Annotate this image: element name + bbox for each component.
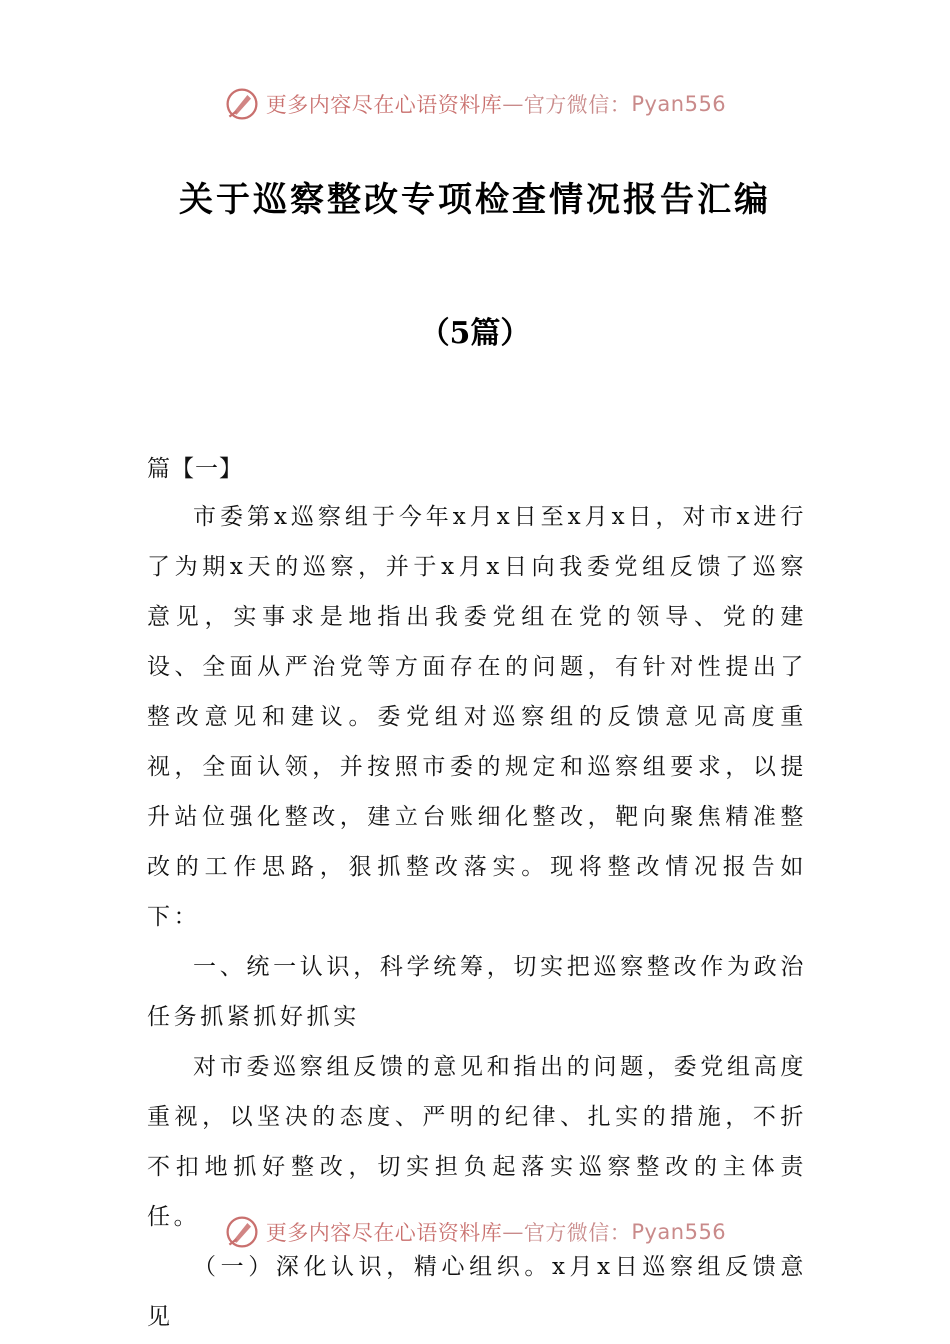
watermark-brand: 更多内容尽在心语资料库: [265, 1221, 503, 1245]
paragraph: 对市委巡察组反馈的意见和指出的问题，委党组高度重视，以坚决的态度、严明的纪律、扎实的措施，不折不扣地抓好整改，切实担负起落实巡察整改的主体责任。: [147, 1054, 807, 1230]
pen-nib-icon: [224, 1214, 260, 1250]
section-heading: 篇【一】: [147, 456, 243, 482]
watermark-brand: 更多内容尽在心语资料库: [265, 93, 503, 117]
pen-nib-icon: [224, 86, 260, 122]
watermark-wechat-label: 官方微信：: [523, 93, 632, 117]
watermark-wechat-id: Pyan556: [631, 1220, 727, 1244]
document-title: 关于巡察整改专项检查情况报告汇编: [179, 180, 771, 220]
watermark-dash: —: [502, 1220, 524, 1244]
paragraph: 市委第x巡察组于今年x月x日至x月x日，对市x进行了为期x天的巡察，并于x月x日向我委党组反馈了巡察意见，实事求是地指出我委党组在党的领导、党的建设、全面从严治党等方面存在的问题，有针对性提出了整改意见和建议。委党组对巡察组的反馈意见高度重视，全面认领，并按照市委的规定和巡察组要求，以提升站位强化整改，建立台账细化整改，靶向聚焦精准整改的工作思路，狠抓整改落实。现将整改情况报告如下：: [147, 504, 807, 930]
paragraph: 一、统一认识，科学统筹，切实把巡察整改作为政治任务抓紧抓好抓实: [147, 954, 807, 1030]
header-watermark: [0, 84, 950, 124]
watermark-wechat-label: 官方微信：: [523, 1221, 632, 1245]
paragraph: （一）深化认识，精心组织。x月x日巡察组反馈意见: [147, 1254, 807, 1330]
watermark-dash: —: [502, 92, 524, 116]
footer-watermark: [0, 1212, 950, 1252]
document-subtitle: （5篇）: [419, 316, 531, 351]
watermark-wechat-id: Pyan556: [631, 92, 727, 116]
